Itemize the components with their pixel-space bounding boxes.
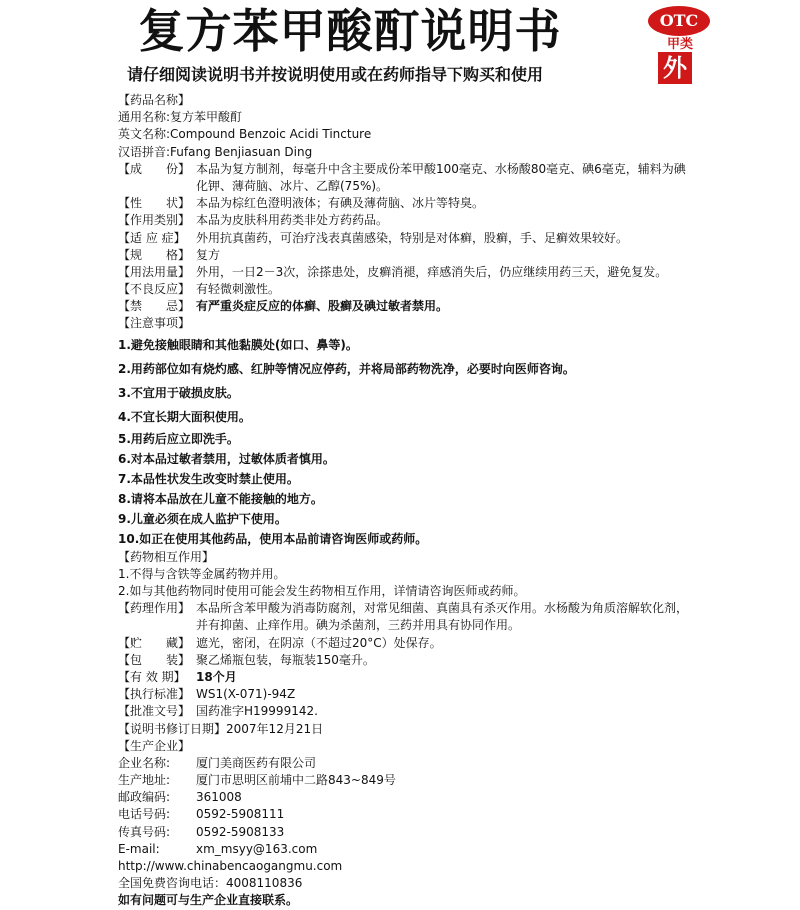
precaution-item: 3.不宜用于破损皮肤。	[118, 385, 239, 400]
leaflet-body	[118, 92, 778, 910]
precaution-item: 9.儿童必须在成人监护下使用。	[118, 511, 287, 526]
document-title: 复方苯甲酸酊说明书	[138, 4, 562, 58]
phone-label: 电话号码:	[118, 807, 171, 822]
phone-value: 0592-5908111	[196, 807, 285, 822]
package-value: 聚乙烯瓶包装，每瓶装150毫升。	[196, 652, 375, 667]
otc-badge: OTC	[648, 6, 710, 36]
drug-name-header: 【药品名称】	[118, 93, 191, 107]
storage-label: 【贮 藏】	[118, 635, 191, 650]
email-value: xm_msyy@163.com	[196, 841, 318, 856]
precaution-item: 5.用药后应立即洗手。	[118, 431, 239, 446]
zip-label: 邮政编码:	[118, 790, 171, 805]
pharmacology-text-1: 本品所含苯甲酸为消毒防腐剂，对常见细菌、真菌具有杀灭作用。水杨酸为角质溶解软化剂，	[196, 601, 689, 616]
contact-note: 如有问题可与生产企业直接联系。	[118, 893, 299, 908]
usage-label: 【用法用量】	[118, 264, 191, 279]
hotline: 全国免费咨询电话：4008110836	[118, 876, 303, 891]
manufacturer-header: 【生产企业】	[118, 738, 191, 753]
spec-value: 复方	[196, 247, 221, 262]
precaution-item: 10.如正在使用其他药品，使用本品前请咨询医师或药师。	[118, 531, 428, 546]
company-value: 厦门美商医药有限公司	[196, 755, 317, 770]
approval-label: 【批准文号】	[118, 704, 191, 719]
generic-name-row	[118, 109, 778, 126]
interaction-item: 1.不得与含铁等金属药物并用。	[118, 566, 286, 581]
contraindication-label: 【禁 忌】	[118, 299, 191, 314]
approval-row	[118, 703, 778, 720]
address-row	[118, 772, 778, 789]
phone-row	[118, 806, 778, 823]
interaction-item: 2.如与其他药物同时使用可能会发生药物相互作用，详情请咨询医师或药师。	[118, 584, 526, 598]
precaution-item: 8.请将本品放在儿童不能接触的地方。	[118, 491, 323, 506]
approval-value: 国药准字H19999142.	[196, 704, 318, 719]
pinyin-value: Fufang Benjiasuan Ding	[170, 144, 313, 159]
validity-label: 【有 效 期】	[118, 669, 186, 684]
category-value: 本品为皮肤科用药类非处方药药品。	[196, 213, 389, 228]
indication-label: 【适 应 症】	[118, 230, 186, 245]
precautions-header: 【注意事项】	[118, 316, 191, 331]
revision-label: 【说明书修订日期】	[118, 721, 227, 736]
precaution-item: 7.本品性状发生改变时禁止使用。	[118, 471, 299, 486]
fax-value: 0592-5908133	[196, 824, 285, 839]
pinyin-row	[118, 144, 778, 161]
address-label: 生产地址:	[118, 773, 171, 788]
composition-text-2: 化钾、薄荷脑、冰片、乙醇(75%)。	[196, 178, 389, 193]
otc-class-label: 甲类	[666, 37, 693, 52]
pharmacology-label: 【药理作用】	[118, 601, 191, 616]
email-row	[118, 841, 778, 858]
company-label: 企业名称:	[118, 755, 171, 770]
fax-row	[118, 824, 778, 841]
website-link: http://www.chinabencaogangmu.com	[118, 859, 343, 873]
adverse-value: 有轻微刺激性。	[196, 282, 281, 297]
package-row	[118, 652, 778, 669]
generic-name-label: 通用名称:	[118, 110, 171, 125]
spec-label: 【规 格】	[118, 247, 191, 262]
address-value: 厦门市思明区前埔中二路843~849号	[196, 773, 396, 788]
pharmacology-text-2: 并有抑菌、止痒作用。碘为杀菌剂，三药并用具有协同作用。	[196, 618, 521, 633]
english-name-label: 英文名称:	[118, 127, 171, 142]
fax-label: 传真号码:	[118, 824, 171, 839]
usage-notice: 请仔细阅读说明书并按说明使用或在药师指导下购买和使用	[126, 65, 543, 84]
contraindication-value: 有严重炎症反应的体癣、股癣及碘过敏者禁用。	[196, 299, 449, 314]
validity-value: 18个月	[196, 669, 237, 684]
precaution-item: 2.用药部位如有烧灼感、红肿等情况应停药，并将局部药物洗净，必要时向医师咨询。	[118, 361, 575, 376]
standard-label: 【执行标准】	[118, 687, 191, 702]
interaction-header: 【药物相互作用】	[118, 549, 215, 564]
spec-row	[118, 247, 778, 264]
english-name-value: Compound Benzoic Acidi Tincture	[170, 127, 372, 142]
revision-row	[118, 721, 778, 738]
email-label: E-mail:	[118, 841, 160, 856]
character-value: 本品为棕红色澄明液体；有碘及薄荷脑、冰片等特臭。	[196, 196, 485, 211]
character-label: 【性 状】	[118, 196, 191, 211]
category-row	[118, 212, 778, 229]
pharmacology-row	[118, 600, 778, 617]
precaution-item: 6.对本品过敏者禁用，过敏体质者慎用。	[118, 451, 335, 466]
storage-value: 遮光，密闭，在阴凉（不超过20°C）处保存。	[196, 635, 442, 650]
revision-value: 2007年12月21日	[226, 721, 324, 736]
contraindication-row	[118, 298, 778, 315]
usage-row	[118, 264, 778, 281]
zip-row	[118, 789, 778, 806]
usage-value: 外用，一日2－3次，涂搽患处，皮癣消褪，痒感消失后，仍应继续用药三天，避免复发。	[196, 264, 668, 279]
indication-value: 外用抗真菌药，可治疗浅表真菌感染，特别是对体癣，股癣，手、足癣效果较好。	[196, 230, 629, 245]
adverse-label: 【不良反应】	[118, 282, 191, 297]
precaution-item: 1.避免接触眼睛和其他黏膜处(如口、鼻等)。	[118, 337, 358, 352]
validity-row	[118, 669, 778, 686]
english-name-row	[118, 126, 778, 143]
category-label: 【作用类别】	[118, 213, 191, 228]
character-row	[118, 195, 778, 212]
adverse-row	[118, 281, 778, 298]
indication-row	[118, 230, 778, 247]
zip-value: 361008	[196, 790, 242, 805]
standard-value: WS1(X-071)-94Z	[196, 687, 296, 702]
composition-text-1: 本品为复方制剂，每毫升中含主要成份苯甲酸100毫克、水杨酸80毫克、碘6毫克，辅料为碘	[196, 161, 686, 176]
composition-row	[118, 161, 778, 178]
composition-label: 【成 份】	[118, 161, 191, 176]
package-label: 【包 装】	[118, 652, 191, 667]
pinyin-label: 汉语拼音:	[118, 144, 171, 159]
precaution-item: 4.不宜长期大面积使用。	[118, 409, 251, 424]
storage-row	[118, 635, 778, 652]
generic-name-value: 复方苯甲酸酊	[170, 110, 243, 125]
standard-row	[118, 686, 778, 703]
external-use-badge: 外	[658, 52, 692, 84]
company-row	[118, 755, 778, 772]
